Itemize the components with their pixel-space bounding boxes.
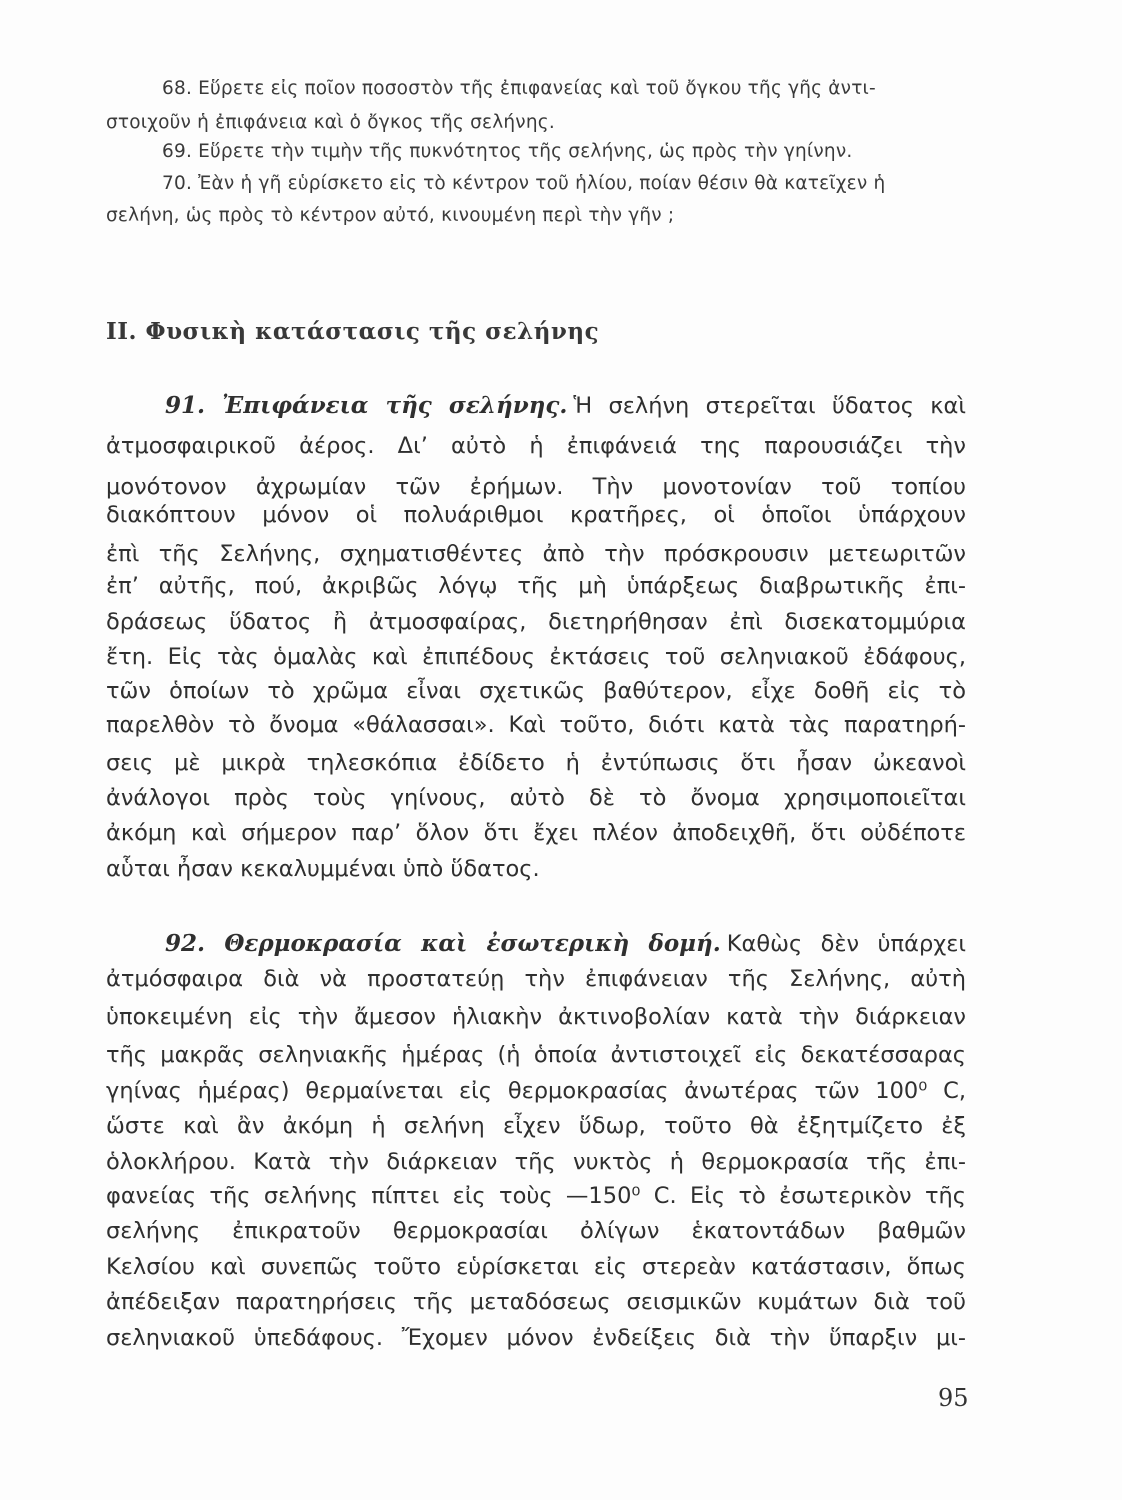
section-title: ΙΙ. Φυσικὴ κατάστασις τῆς σελήνης (106, 318, 600, 345)
paragraph-91-line: σεις μὲ μικρὰ τηλεσκόπια ἐδίδετο ἡ ἐντύπωσις ὅτι ἦσαν ὠκεανοὶ (106, 750, 966, 776)
paragraph-91-line: ἀτμοσφαιρικοῦ ἀέρος. Δι’ αὐτὸ ἡ ἐπιφάνειά της παρουσιάζει τὴν (106, 433, 966, 459)
paragraph-92-line: ἀπέδειξαν παρατηρήσεις τῆς μεταδόσεως σεισμικῶν κυμάτων διὰ τοῦ (106, 1289, 966, 1315)
paragraph-91-line: παρελθὸν τὸ ὄνομα «θάλασσαι». Καὶ τοῦτο, διότι κατὰ τὰς παρατηρή- (106, 712, 966, 738)
paragraph-92-line: γηίνας ἡμέρας) θερμαίνεται εἰς θερμοκρασίας ἀνωτέρας τῶν 100⁰ C, (106, 1078, 966, 1104)
exercise-68-line-1: 68. Εὕρετε εἰς ποῖον ποσοστὸν τῆς ἐπιφανείας καὶ τοῦ ὄγκου τῆς γῆς ἀντι- (162, 78, 876, 99)
paragraph-91-line: τῶν ὁποίων τὸ χρῶμα εἶναι σχετικῶς βαθύτερον, εἶχε δοθῆ εἰς τὸ (106, 678, 966, 704)
paragraph-92-line: σεληνιακοῦ ὑπεδάφους. Ἔχομεν μόνον ἐνδείξεις διὰ τὴν ὕπαρξιν μι- (106, 1325, 966, 1351)
paragraph-92-line: ὑποκειμένη εἰς τὴν ἄμεσον ἡλιακὴν ἀκτινοβολίαν κατὰ τὴν διάρκειαν (106, 1004, 966, 1030)
paragraph-91-line: ἐπ’ αὐτῆς, πού, ἀκριβῶς λόγῳ τῆς μὴ ὑπάρξεως διαβρωτικῆς ἐπι- (106, 573, 966, 599)
paragraph-91-text: Ἡ σελήνη στερεῖται ὕδατος καὶ (573, 393, 966, 419)
paragraph-91-line: αὗται ἦσαν κεκαλυμμέναι ὑπὸ ὕδατος. (106, 856, 540, 882)
paragraph-91-line: ἀκόμη καὶ σήμερον παρ’ ὅλον ὅτι ἔχει πλέον ἀποδειχθῆ, ὅτι οὐδέποτε (106, 820, 966, 846)
page-number: 95 (938, 1384, 969, 1412)
exercise-70-line-1: 70. Ἐὰν ἡ γῆ εὑρίσκετο εἰς τὸ κέντρον τοῦ ἡλίου, ποίαν θέσιν θὰ κατεῖχεν ἡ (162, 173, 886, 194)
paragraph-91-line (165, 392, 966, 419)
paragraph-92-line: ὥστε καὶ ἂν ἀκόμη ἡ σελήνη εἶχεν ὕδωρ, τοῦτο θὰ ἐξητμίζετο ἐξ (106, 1113, 966, 1139)
paragraph-91-line: δράσεως ὕδατος ἢ ἀτμοσφαίρας, διετηρήθησαν ἐπὶ δισεκατομμύρια (106, 609, 966, 635)
paragraph-92-line: ὁλοκλήρου. Κατὰ τὴν διάρκειαν τῆς νυκτὸς ἡ θερμοκρασία τῆς ἐπι- (106, 1149, 966, 1175)
paragraph-91-line: ἐπὶ τῆς Σελήνης, σχηματισθέντες ἀπὸ τὴν πρόσκρουσιν μετεωριτῶν (106, 541, 966, 567)
paragraph-92-line: ἀτμόσφαιρα διὰ νὰ προστατεύῃ τὴν ἐπιφάνειαν τῆς Σελήνης, αὐτὴ (106, 966, 966, 992)
paragraph-92-line: Κελσίου καὶ συνεπῶς τοῦτο εὑρίσκεται εἰς στερεὰν κατάστασιν, ὅπως (106, 1254, 966, 1280)
paragraph-91-heading: 91. Ἐπιφάνεια τῆς σελήνης. (165, 392, 568, 419)
paragraph-91-line: μονότονον ἀχρωμίαν τῶν ἐρήμων. Τὴν μονοτονίαν τοῦ τοπίου (106, 474, 966, 500)
paragraph-91-line: διακόπτουν μόνον οἱ πολυάριθμοι κρατῆρες, οἱ ὁποῖοι ὑπάρχουν (106, 502, 966, 528)
paragraph-91-line: ἀνάλογοι πρὸς τοὺς γηίνους, αὐτὸ δὲ τὸ ὄνομα χρησιμοποιεῖται (106, 785, 966, 811)
exercise-68-line-2: στοιχοῦν ἡ ἐπιφάνεια καὶ ὁ ὄγκος τῆς σελήνης. (106, 112, 555, 133)
paragraph-92-heading: 92. Θερμοκρασία καὶ ἐσωτερικὴ δομή. (165, 930, 721, 957)
exercise-69: 69. Εὕρετε τὴν τιμὴν τῆς πυκνότητος τῆς σελήνης, ὡς πρὸς τὴν γηίνην. (162, 141, 853, 162)
paragraph-92-line (165, 930, 966, 957)
paragraph-92-line: σελήνης ἐπικρατοῦν θερμοκρασίαι ὀλίγων ἑκατοντάδων βαθμῶν (106, 1218, 966, 1244)
paragraph-92-text: Καθὼς δὲν ὑπάρχει (726, 931, 966, 957)
exercise-70-line-2: σελήνη, ὡς πρὸς τὸ κέντρον αὐτό, κινουμένη περὶ τὴν γῆν ; (106, 205, 675, 226)
paragraph-92-line: τῆς μακρᾶς σεληνιακῆς ἡμέρας (ἡ ὁποία ἀντιστοιχεῖ εἰς δεκατέσσαρας (106, 1042, 966, 1068)
paragraph-91-line: ἔτη. Εἰς τὰς ὁμαλὰς καὶ ἐπιπέδους ἐκτάσεις τοῦ σεληνιακοῦ ἐδάφους, (106, 644, 966, 670)
paragraph-92-line: φανείας τῆς σελήνης πίπτει εἰς τοὺς —150⁰ C. Εἰς τὸ ἐσωτερικὸν τῆς (106, 1183, 966, 1209)
